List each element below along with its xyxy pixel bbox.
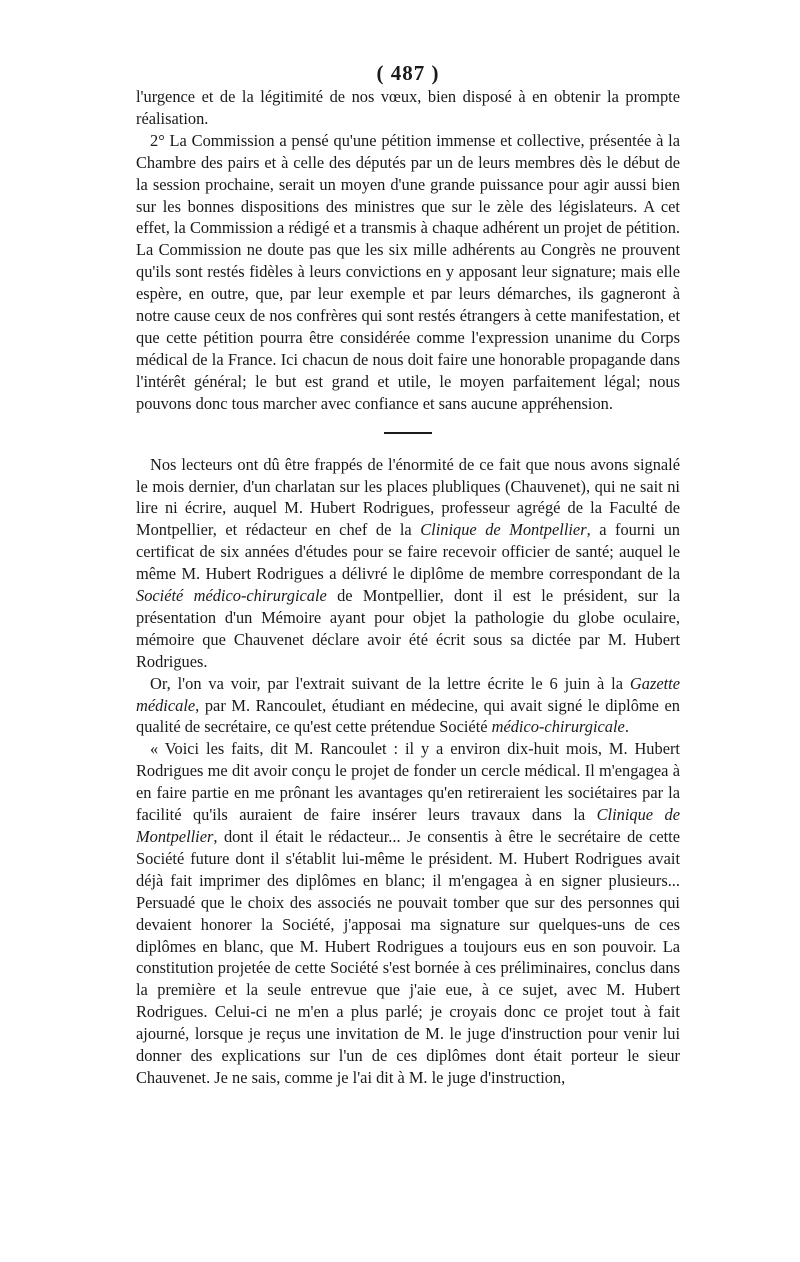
section-petition — [136, 86, 680, 415]
section-chauvenet — [136, 454, 680, 1089]
paragraph-chauvenet-text-2: , a fourni un certificat de six années d'études pour se faire recevoir officier de santé; auquel le même M. Hubert Rodrigues a délivré le diplôme de membre correspondant de la — [136, 520, 680, 584]
society-name-short: médico-chirurgicale — [491, 717, 625, 737]
society-name: Société médico-chirurgicale — [136, 586, 327, 606]
page-number: ( 487 ) — [376, 61, 440, 85]
journal-title-clinique: Clinique de Montpellier — [420, 520, 587, 540]
paragraph-rancoulet-letter — [136, 673, 680, 739]
paragraph-urgence: l'urgence et de la légitimité de nos vœux, bien disposé à en obtenir la prompte réalisation. — [136, 87, 680, 128]
paragraph-quoted-facts — [136, 738, 680, 1089]
paragraph-chauvenet-text-1: Nos lecteurs ont dû être frappés de l'énormité de ce fait que nous avons signalé le mois dernier, d'un charlatan sur les places plubliques (Chauvenet), qui ne sait ni lire ni écrire, auquel M. Hubert Rodrigues, professeur agrégé de la Faculté de Montpellier, et rédacteur en chef de la — [136, 454, 680, 540]
paragraph-quote-text-2: , dont il était le rédacteur... Je consentis à être le secrétaire de cette Société future dont il s'établit lui-même le président. M. Hubert Rodrigues avait déjà fait imprimer des diplômes en blanc; il m'engagea à en signer plusieurs... Persuadé que le choix des associés ne pouvait tomber que sur des personnes qui devaient honorer la Société, j'apposai ma signature sur quelques-uns de ces diplômes en blanc, que M. Hubert Rodrigues a toujours eus en son pouvoir. La constitution projetée de cette Société s'est bornée à ces préliminaires, conclus dans la première et la seule entrevue que j'aie eue, à ce sujet, avec M. Hubert Rodrigues. Celui-ci ne m'en a plus parlé; je croyais donc ce projet tout à fait ajourné, lorsque je reçus une invitation de M. le juge d'instruction pour venir lui donner des explications sur l'un de ces diplômes dont était porteur le sieur Chauvenet. Je ne sais, comme je l'ai dit à M. le juge d'instruction, — [136, 827, 680, 1087]
paragraph-rancoulet-text-3: . — [624, 717, 629, 737]
paragraph-rancoulet-text-2: , par M. Rancoulet, étudiant en médecine, qui avait signé le diplôme en qualité de secrétaire, ce qu'est cette prétendue Société — [136, 695, 680, 737]
paragraph-chauvenet — [136, 454, 680, 673]
paragraph-rancoulet-text-1: Or, l'on va voir, par l'extrait suivant de la lettre écrite le 6 juin à la — [150, 673, 630, 693]
paragraph-petition: 2° La Commission a pensé qu'une pétition immense et collective, présentée à la Chambre des pairs et à celle des députés par un de leurs membres dès le début de la session prochaine, serait un moyen d'une grande puissance pour agir aussi bien sur les bonnes dispositions des ministres que sur le zèle des législateurs. A cet effet, la Commission a rédigé et a transmis à chaque adhérent un projet de pétition. La Commission ne doute pas que les six mille adhérents au Congrès ne prouvent qu'ils sont restés fidèles à leurs convictions en y apposant leur signature; mais elle espère, en outre, que, par leur exemple et par leurs démarches, ils gagneront à notre cause ceux de nos confrères qui sont restés étrangers à cette manifestation, et que cette pétition pourra être considérée comme l'expression unanime du Corps médical de la France. Ici chacun de nous doit faire une honorable propagande dans l'intérêt général; le but est grand et utile, le moyen parfaitement légal; nous pouvons donc tous marcher avec confiance et sans aucune appréhension. — [136, 130, 680, 413]
paragraph-chauvenet-text-3: de Montpellier, dont il est le président, sur la présentation d'un Mémoire ayant pour objet la pathologie du globe oculaire, mémoire que Chauvenet déclare avoir été écrit sous sa dictée par M. Hubert Rodrigues. — [136, 586, 680, 671]
journal-title-clinique-2: Clinique de Montpellier — [136, 805, 680, 846]
journal-title-gazette: Gazette médicale — [136, 673, 680, 715]
section-divider — [384, 432, 432, 434]
paragraph-quote-text-1: « Voici les faits, dit M. Rancoulet : il y a environ dix-huit mois, M. Hubert Rodrigues me dit avoir conçu le projet de fonder un cercle médical. Il m'engagea à en faire partie en me prônant les avantages qu'en retireraient les sociétaires par la facilité qu'ils auraient de faire insérer leurs travaux dans la — [136, 739, 680, 825]
